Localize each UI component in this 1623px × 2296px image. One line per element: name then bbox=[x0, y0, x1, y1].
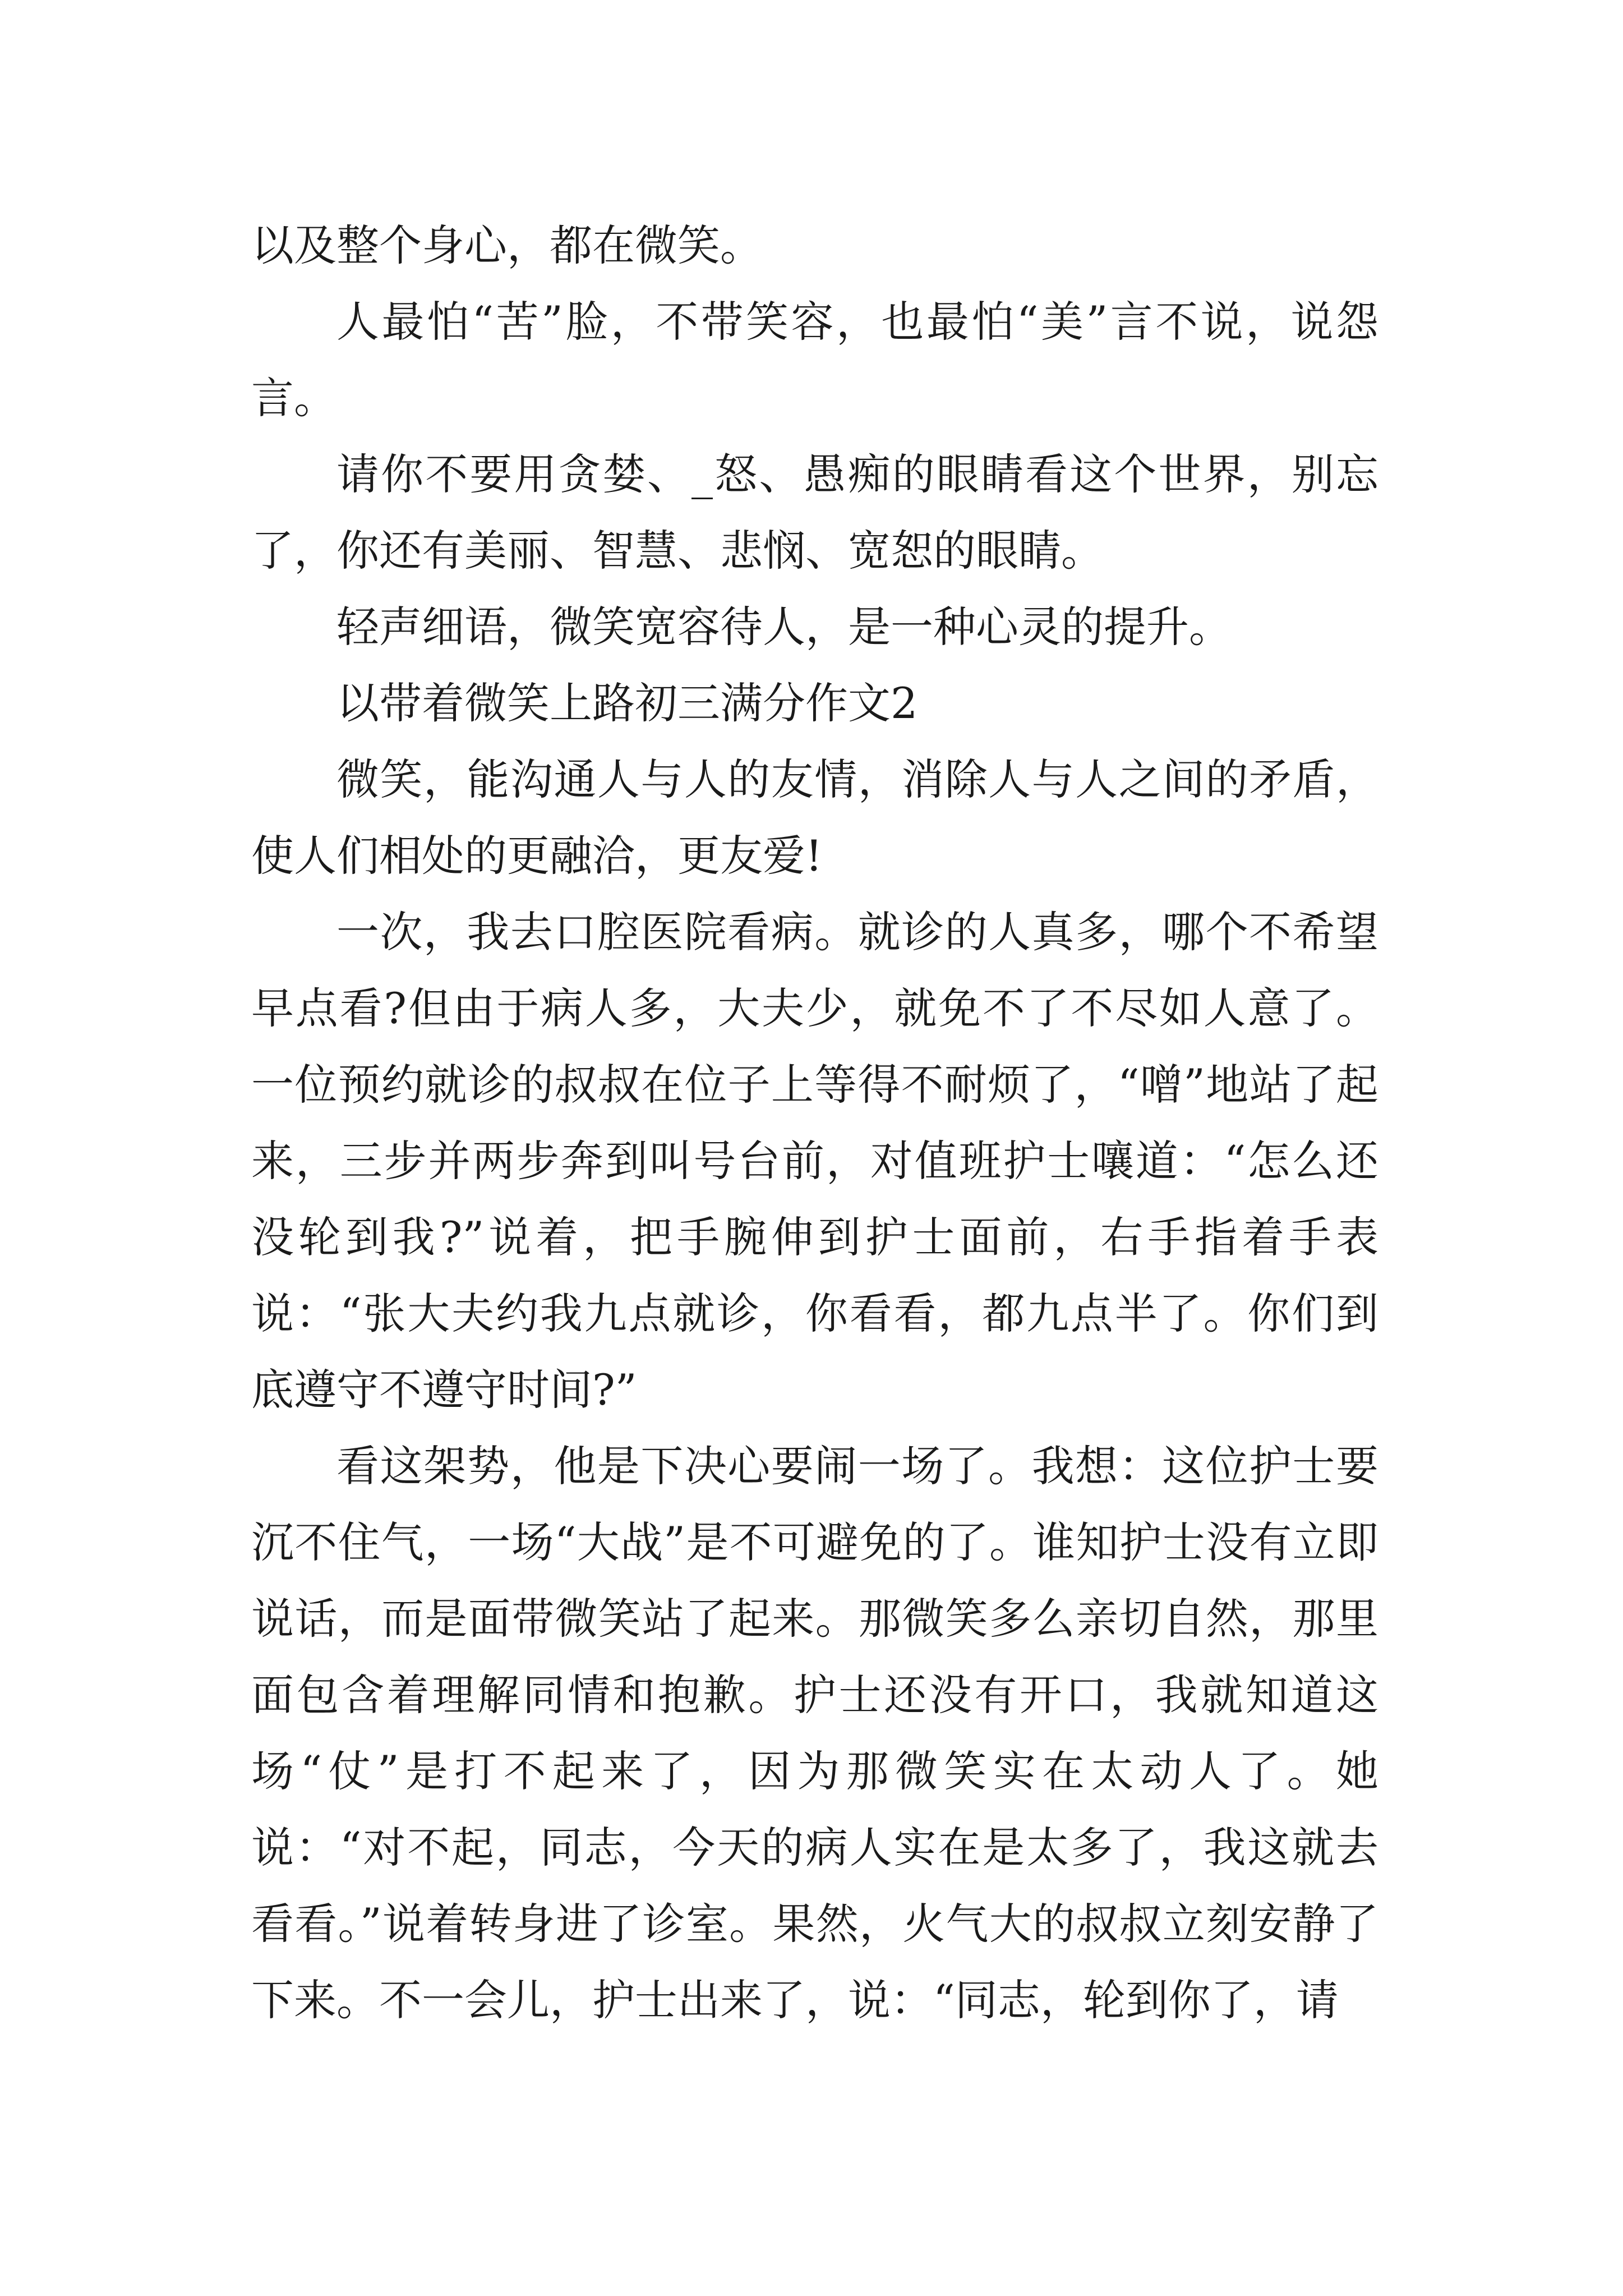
paragraph: 一次，我去口腔医院看病。就诊的人真多，哪个不希望早点看?但由于病人多，大夫少，就免不了不尽如人意了。一位预约就诊的叔叔在位子上等得不耐烦了，“噌”地站了起来，三步并两步奔到叫号台前，对值班护士嚷道：“怎么还没轮到我?”说着，把手腕伸到护士面前，右手指着手表说：“张大夫约我九点就诊，你看看，都九点半了。你们到底遵守不遵守时间?” bbox=[251, 907, 1378, 1415]
document-body bbox=[251, 208, 1378, 2039]
paragraph: 请你不要用贪婪、_怒、愚痴的眼睛看这个世界，别忘了，你还有美丽、智慧、悲悯、宽恕的眼睛。 bbox=[251, 449, 1378, 576]
section-title: 以带着微笑上路初三满分作文2 bbox=[336, 678, 918, 728]
paragraph: 看这架势，他是下决心要闹一场了。我想：这位护士要沉不住气，一场“大战”是不可避免的了。谁知护士没有立即说话，而是面带微笑站了起来。那微笑多么亲切自然，那里面包含着理解同情和抱歉。护士还没有开口，我就知道这场“仗”是打不起来了，因为那微笑实在太动人了。她说：“对不起，同志，今天的病人实在是太多了，我这就去看看。”说着转身进了诊室。果然，火气大的叔叔立刻安静了下来。不一会儿，护士出来了，说：“同志，轮到你了，请 bbox=[251, 1441, 1378, 2025]
paragraph: 人最怕“苦”脸，不带笑容，也最怕“美”言不说，说怨言。 bbox=[251, 297, 1378, 423]
paragraph: 轻声细语，微笑宽容待人，是一种心灵的提升。 bbox=[336, 602, 1232, 652]
paragraph: 微笑，能沟通人与人的友情，消除人与人之间的矛盾，使人们相处的更融洽，更友爱! bbox=[251, 754, 1378, 881]
paragraph: 以及整个身心，都在微笑。 bbox=[251, 220, 763, 270]
